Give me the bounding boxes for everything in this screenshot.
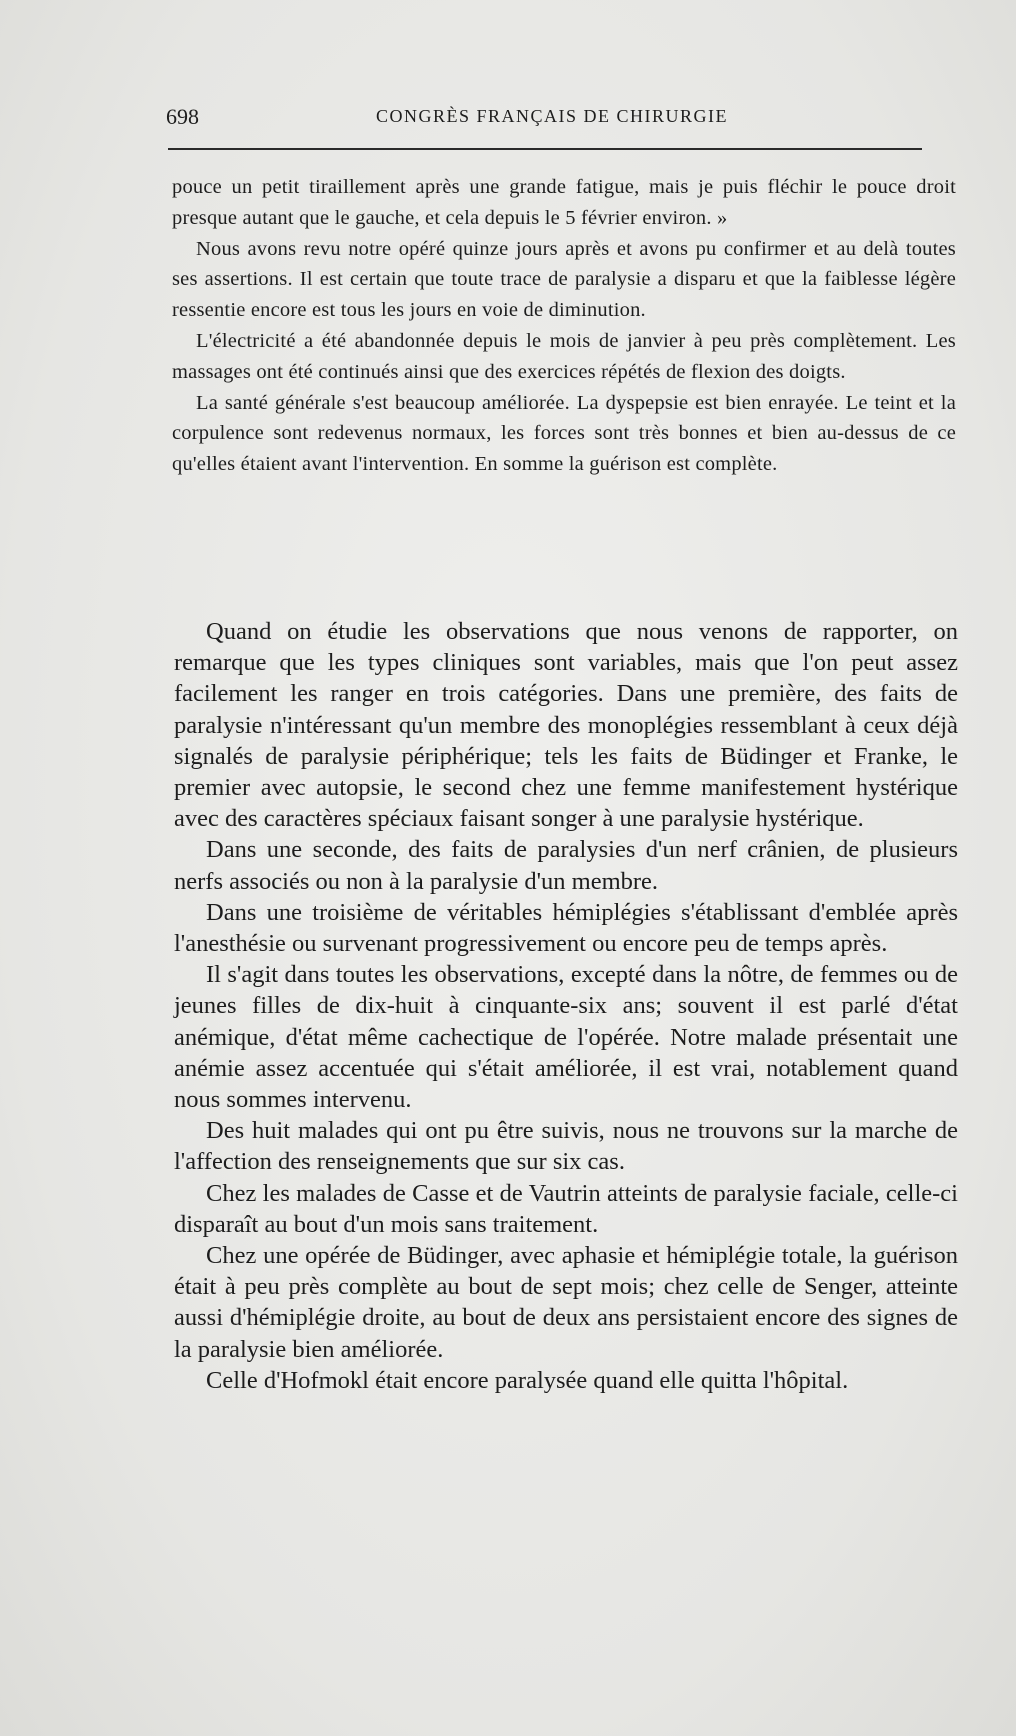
header-rule [168, 148, 922, 150]
page-header [166, 104, 922, 134]
paragraph: Chez les malades de Casse et de Vautrin atteints de paralysie faciale, celle-ci disparaît au bout d'un mois sans traitement. [174, 1179, 958, 1238]
paragraph: Nous avons revu notre opéré quinze jours après et avons pu confirmer et au delà toutes ses assertions. Il est certain que toute trace de paralysie a disparu et que la faiblesse légère ressentie encore est tous les jours en voie de diminution. [172, 237, 956, 322]
paragraph: pouce un petit tiraillement après une grande fatigue, mais je puis fléchir le pouce droit presque autant que le gauche, et cela depuis le 5 février environ. » [172, 176, 956, 229]
paragraph: Dans une troisième de véritables hémiplégies s'établissant d'emblée après l'anesthésie ou survenant progressivement ou encore peu de temps après. [174, 898, 958, 958]
running-head: CONGRÈS FRANÇAIS DE CHIRURGIE [376, 106, 729, 126]
page-number: 698 [166, 104, 199, 129]
paragraph: Chez une opérée de Büdinger, avec aphasie et hémiplégie totale, la guérison était à peu près complète au bout de sept mois; chez celle de Senger, atteinte aussi d'hémiplégie droite, au bout de deux ans persistaient encore des signes de la paralysie bien améliorée. [174, 1242, 958, 1363]
paragraph: Il s'agit dans toutes les observations, excepté dans la nôtre, de femmes ou de jeunes filles de dix-huit à cinquante-six ans; souvent il est parlé d'état anémique, d'état même cachectique de l'opérée. Notre malade présentait une anémie assez accentuée qui s'était améliorée, il est vrai, notablement quand nous sommes intervenu. [174, 961, 958, 1114]
paragraph: Celle d'Hofmokl était encore paralysée quand elle quitta l'hôpital. [206, 1366, 849, 1394]
paragraph: L'électricité a été abandonnée depuis le mois de janvier à peu près complètement. Les massages ont été continués ainsi que des exercices répétés de flexion des doigts. [172, 329, 956, 383]
small-print-block [172, 172, 956, 480]
main-text-block [174, 616, 958, 1396]
paragraph: Dans une seconde, des faits de paralysies d'un nerf crânien, de plusieurs nerfs associés ou non à la paralysie d'un membre. [174, 836, 958, 895]
paragraph: Quand on étudie les observations que nous venons de rapporter, on remarque que les types cliniques sont variables, mais que l'on peut assez facilement les ranger en trois catégories. Dans une première, des faits de paralysie n'intéressant qu'un membre des monoplégies ressemblant à ceux déjà signalés de paralysie périphérique; tels les faits de Büdinger et Franke, le premier avec autopsie, le second chez une femme manifestement hystérique avec des caractères spéciaux faisant songer à une paralysie hystérique. [174, 618, 958, 833]
paragraph: Des huit malades qui ont pu être suivis, nous ne trouvons sur la marche de l'affection des renseignements que sur six cas. [174, 1117, 958, 1176]
paragraph: La santé générale s'est beaucoup améliorée. La dyspepsie est bien enrayée. Le teint et la corpulence sont redevenus normaux, les forces sont très bonnes et bien au-dessus de ce qu'elles étaient avant l'intervention. En somme la guérison est complète. [172, 391, 956, 476]
